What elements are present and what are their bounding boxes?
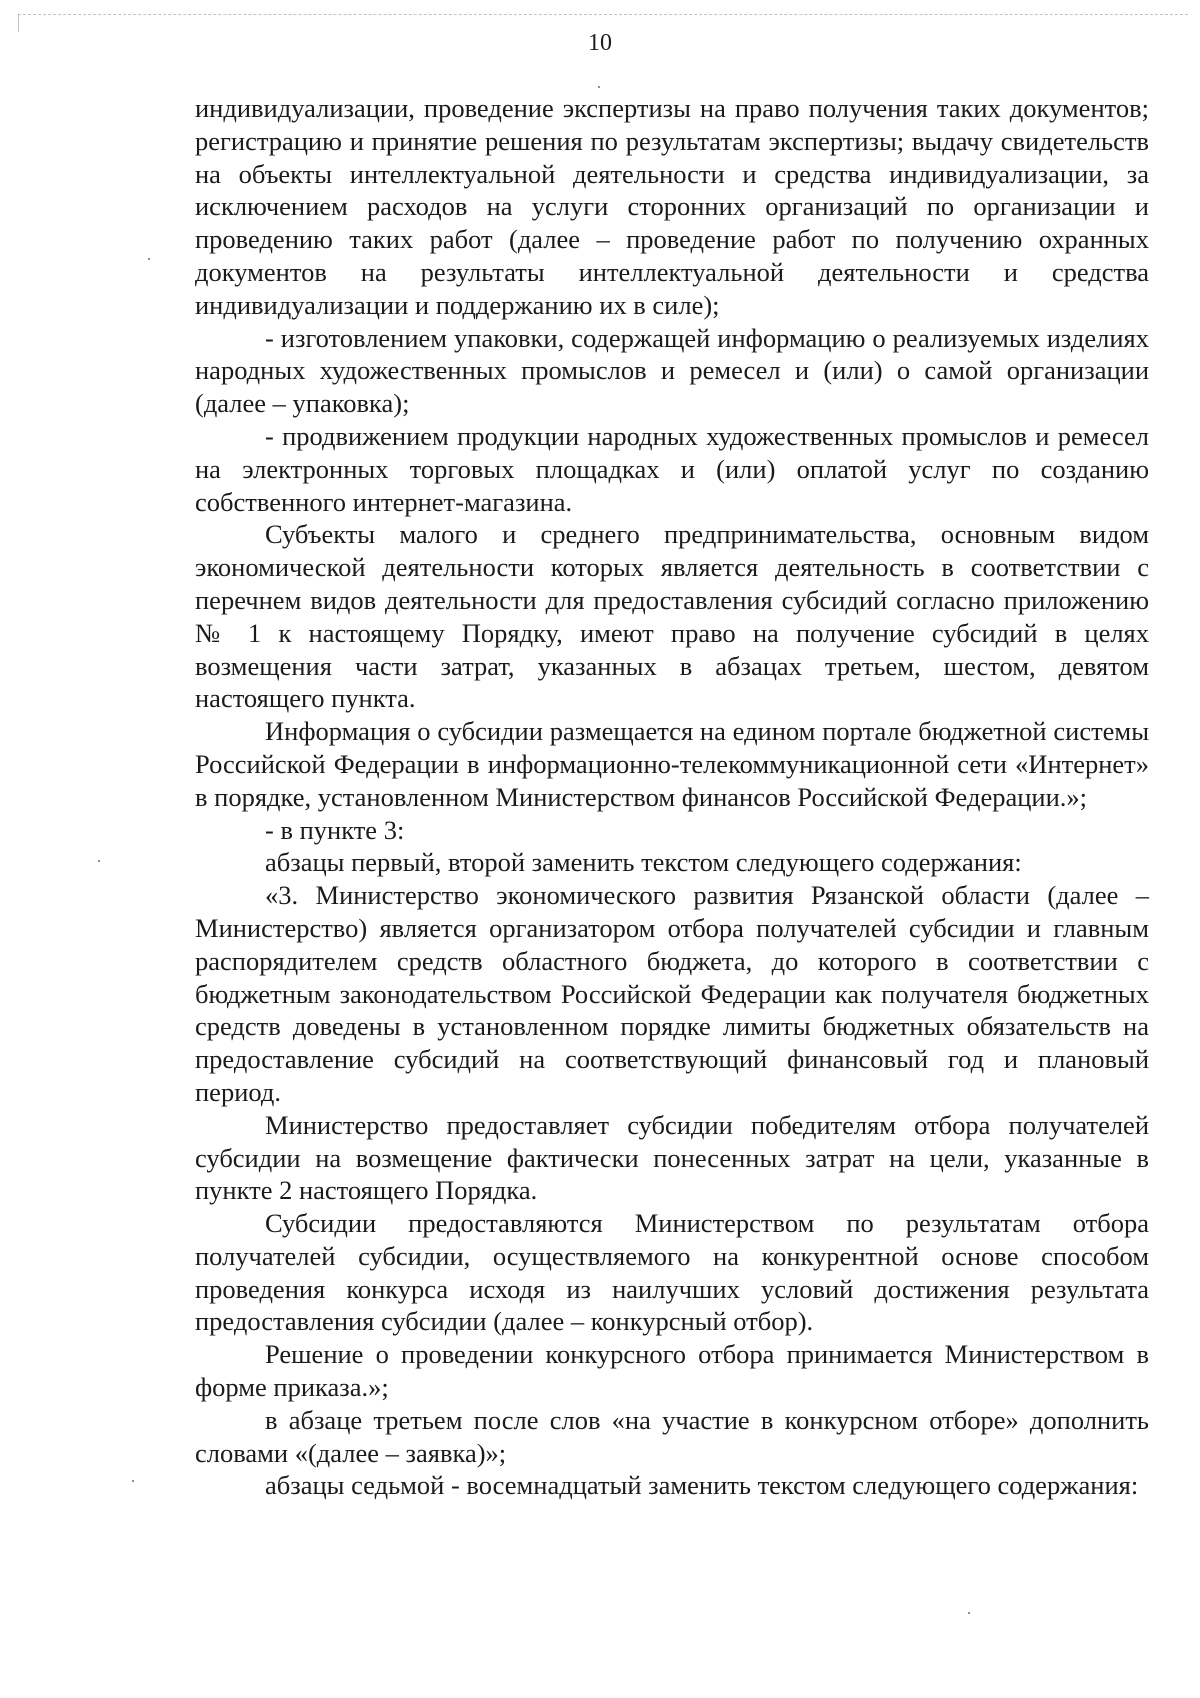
paragraph-replace-seventh-eighteenth: абзацы седьмой - восемнадцатый заменить текстом следующего содержания: — [265, 1470, 1139, 1501]
page-number: 10 — [588, 30, 612, 56]
paragraph-point-3: - в пункте 3: — [265, 814, 405, 845]
paragraph-third-abzac: в абзаце третьем после слов «на участие в конкурсном отборе» дополнить словами «(далее – заявка)»; — [195, 1404, 1149, 1468]
scan-speck — [132, 1480, 134, 1482]
paragraph-decision-order: Решение о проведении конкурсного отбора принимается Министерством в форме приказа.»; — [195, 1339, 1149, 1403]
scan-speck — [148, 258, 150, 260]
scan-speck — [98, 860, 100, 862]
scan-speck — [968, 1612, 970, 1614]
paragraph-replace-first-second: абзацы первый, второй заменить текстом следующего содержания: — [265, 847, 1022, 878]
paragraph-ministry-organizer: «3. Министерство экономического развития Рязанской области (далее – Министерство) является организатором отбора получателей субсидии и главным распорядителем средств областного бюджета, до которого в соответствии с бюджетным законодательством Российской Федерации как получателя бюджетных средств доведены в установленном порядке лимиты бюджетных обязательств на предоставление субсидий на соответствующий финансовый год и плановый период. — [195, 880, 1149, 1107]
document-body — [195, 92, 1149, 1502]
paragraph-subsidy-information: Информация о субсидии размещается на едином портале бюджетной системы Российской Федерации в информационно-телекоммуникационной сети «Интернет» в порядке, установленном Министерством финансов Российской Федерации.»; — [195, 716, 1149, 812]
paragraph-continuation: индивидуализации, проведение экспертизы на право получения таких документов; регистрацию и принятие решения по результатам экспертизы; выдачу свидетельств на объекты интеллектуальной деятельности и средства индивидуализации, за исключением расходов на услуги сторонних организаций по организации и проведению таких работ (далее – проведение работ по получению охранных документов на результаты интеллектуальной деятельности и средства индивидуализации и поддержанию их в силе); — [195, 93, 1149, 320]
scan-speck — [598, 86, 600, 88]
scan-edge-line — [18, 14, 1188, 15]
paragraph-ministry-provides: Министерство предоставляет субсидии победителям отбора получателей субсидии на возмещение фактически понесенных затрат на цели, указанные в пункте 2 настоящего Порядка. — [195, 1109, 1149, 1206]
paragraph-eligible-subjects: Субъекты малого и среднего предпринимательства, основным видом экономической деятельности которых является деятельность в соответствии с перечнем видов деятельности для предоставления субсидий согласно приложению № 1 к настоящему Порядку, имеют право на получение субсидий в целях возмещения части затрат, указанных в абзацах третьем, шестом, девятом настоящего пункта. — [195, 519, 1149, 714]
paragraph-promotion: - продвижением продукции народных художественных промыслов и ремесел на электронных торговых площадках и (или) оплатой услуг по созданию собственного интернет-магазина. — [195, 420, 1149, 517]
paragraph-competitive-selection: Субсидии предоставляются Министерством по результатам отбора получателей субсидии, осуществляемого на конкурентной основе способом проведения конкурса исходя из наилучших условий достижения результата предоставления субсидии (далее – конкурсный отбор). — [195, 1208, 1149, 1337]
paragraph-packaging: - изготовлением упаковки, содержащей информацию о реализуемых изделиях народных художественных промыслов и ремесел и (или) о самой организации (далее – упаковка); — [195, 322, 1149, 419]
